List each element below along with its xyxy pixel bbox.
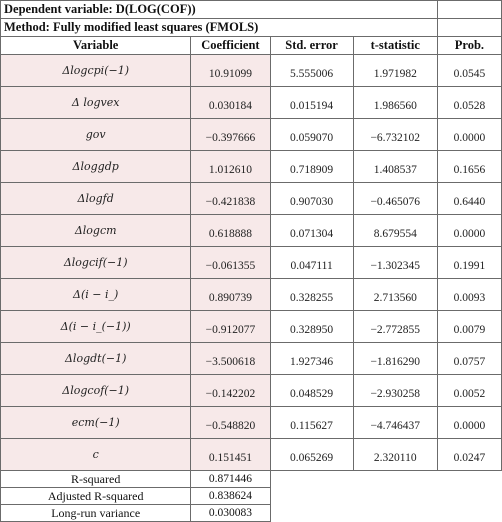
- std-error-cell: 0.047111: [270, 247, 353, 279]
- std-error-cell: 0.115627: [270, 407, 353, 439]
- dependent-variable-row: [1, 1, 502, 19]
- coefficient-cell: −0.397666: [191, 119, 270, 151]
- header-blank-cell: [437, 1, 501, 19]
- coefficient-cell: 10.91099: [191, 55, 270, 87]
- variable-cell: Δlogdt(−1): [1, 343, 191, 375]
- table-row: [1, 279, 502, 311]
- coefficient-cell: −0.061355: [191, 247, 270, 279]
- column-header-variable: Variable: [1, 37, 191, 55]
- coefficient-cell: 0.618888: [191, 215, 270, 247]
- prob-cell: 0.0079: [437, 311, 501, 343]
- coefficient-cell: 0.890739: [191, 279, 270, 311]
- t-statistic-cell: −1.302345: [353, 247, 437, 279]
- prob-cell: 0.6440: [437, 183, 501, 215]
- column-header-coefficient: Coefficient: [191, 37, 270, 55]
- t-statistic-cell: −2.772855: [353, 311, 437, 343]
- column-header-row: [1, 37, 502, 55]
- std-error-cell: 5.555006: [270, 55, 353, 87]
- stat-blank-cell: [270, 505, 502, 522]
- stat-value: 0.871446: [191, 471, 270, 488]
- table-row: [1, 407, 502, 439]
- stat-label: R-squared: [1, 471, 191, 488]
- std-error-cell: 0.328950: [270, 311, 353, 343]
- variable-cell: Δlogcpi(−1): [1, 55, 191, 87]
- prob-cell: 0.0000: [437, 407, 501, 439]
- variable-cell: Δlogcof(−1): [1, 375, 191, 407]
- coefficient-cell: −0.548820: [191, 407, 270, 439]
- std-error-cell: 1.927346: [270, 343, 353, 375]
- t-statistic-cell: 2.713560: [353, 279, 437, 311]
- variable-cell: Δlogcm: [1, 215, 191, 247]
- variable-cell: c: [1, 439, 191, 471]
- table-row: [1, 119, 502, 151]
- table-row: [1, 247, 502, 279]
- std-error-cell: 0.059070: [270, 119, 353, 151]
- header-blank-cell: [437, 19, 501, 37]
- column-header-t-statistic: t-statistic: [353, 37, 437, 55]
- variable-cell: Δlogfd: [1, 183, 191, 215]
- column-header-std-error: Std. error: [270, 37, 353, 55]
- t-statistic-cell: −4.746437: [353, 407, 437, 439]
- variable-cell: Δ(i − i_): [1, 279, 191, 311]
- variable-cell: Δ(i − i_(−1)): [1, 311, 191, 343]
- prob-cell: 0.0000: [437, 215, 501, 247]
- std-error-cell: 0.328255: [270, 279, 353, 311]
- std-error-cell: 0.015194: [270, 87, 353, 119]
- std-error-cell: 0.071304: [270, 215, 353, 247]
- std-error-cell: 0.065269: [270, 439, 353, 471]
- method-row: [1, 19, 502, 37]
- stat-row: [1, 471, 502, 488]
- variable-cell: Δloggdp: [1, 151, 191, 183]
- coefficient-cell: −0.421838: [191, 183, 270, 215]
- coefficient-cell: 0.151451: [191, 439, 270, 471]
- table-row: [1, 375, 502, 407]
- prob-cell: 0.1656: [437, 151, 501, 183]
- dependent-variable-label: Dependent variable: D(LOG(COF)): [1, 1, 438, 19]
- variable-cell: Δlogcif(−1): [1, 247, 191, 279]
- std-error-cell: 0.907030: [270, 183, 353, 215]
- stat-blank-cell: [270, 488, 502, 505]
- t-statistic-cell: 8.679554: [353, 215, 437, 247]
- prob-cell: 0.0052: [437, 375, 501, 407]
- table-row: [1, 215, 502, 247]
- coefficient-cell: −0.912077: [191, 311, 270, 343]
- coefficient-cell: 0.030184: [191, 87, 270, 119]
- table-row: [1, 151, 502, 183]
- stat-row: [1, 505, 502, 522]
- stat-row: [1, 488, 502, 505]
- std-error-cell: 0.718909: [270, 151, 353, 183]
- coefficient-cell: −0.142202: [191, 375, 270, 407]
- method-label: Method: Fully modified least squares (FMOLS): [1, 19, 438, 37]
- table-row: [1, 87, 502, 119]
- prob-cell: 0.0528: [437, 87, 501, 119]
- t-statistic-cell: −1.816290: [353, 343, 437, 375]
- prob-cell: 0.0247: [437, 439, 501, 471]
- t-statistic-cell: 1.986560: [353, 87, 437, 119]
- t-statistic-cell: −6.732102: [353, 119, 437, 151]
- table-row: [1, 439, 502, 471]
- variable-cell: ecm(−1): [1, 407, 191, 439]
- stat-label: Adjusted R-squared: [1, 488, 191, 505]
- prob-cell: 0.0000: [437, 119, 501, 151]
- stat-blank-cell: [270, 471, 502, 488]
- column-header-prob: Prob.: [437, 37, 501, 55]
- std-error-cell: 0.048529: [270, 375, 353, 407]
- t-statistic-cell: 1.408537: [353, 151, 437, 183]
- variable-cell: gov: [1, 119, 191, 151]
- coefficient-cell: 1.012610: [191, 151, 270, 183]
- t-statistic-cell: −0.465076: [353, 183, 437, 215]
- t-statistic-cell: −2.930258: [353, 375, 437, 407]
- table-row: [1, 311, 502, 343]
- prob-cell: 0.0093: [437, 279, 501, 311]
- t-statistic-cell: 2.320110: [353, 439, 437, 471]
- stat-value: 0.838624: [191, 488, 270, 505]
- prob-cell: 0.0757: [437, 343, 501, 375]
- table-row: [1, 343, 502, 375]
- table-row: [1, 55, 502, 87]
- stat-value: 0.030083: [191, 505, 270, 522]
- prob-cell: 0.1991: [437, 247, 501, 279]
- coefficient-cell: −3.500618: [191, 343, 270, 375]
- table-row: [1, 183, 502, 215]
- prob-cell: 0.0545: [437, 55, 501, 87]
- variable-cell: Δ logvex: [1, 87, 191, 119]
- stat-label: Long-run variance: [1, 505, 191, 522]
- t-statistic-cell: 1.971982: [353, 55, 437, 87]
